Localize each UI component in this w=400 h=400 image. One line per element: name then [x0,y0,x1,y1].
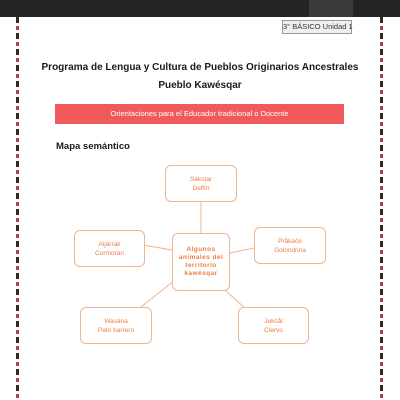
node-word: Aljárrak [98,240,121,248]
node-translation: Golondrina [274,246,306,254]
page-title: Programa de Lengua y Cultura de Pueblos Originarios Ancestrales [41,62,359,73]
node-word: Jekčål [264,317,283,325]
map-node-cormorant [74,230,145,267]
map-node-deer [238,307,309,344]
map-node-swallow [254,227,326,264]
section-banner: Orientaciones para el Educador tradicional o Docente [55,104,344,124]
map-node-dolphin [165,165,237,202]
connector-upper-right [230,248,254,253]
map-center-node: Algunos animales del territorio kawésqar [172,233,230,291]
node-translation: Cormorán [95,249,124,257]
node-word: Pråkače [278,237,302,245]
node-word: Wasána [104,317,128,325]
node-translation: Pato barrero [97,326,135,334]
node-translation: Ciervo [264,326,283,334]
page-subtitle: Pueblo Kawésqar [158,80,242,91]
connector-lower-left [141,280,175,307]
node-word: Sákstar [189,175,213,183]
map-node-duck [80,307,152,344]
section-title: Mapa semántico [56,141,130,152]
unit-badge: 3° BÁSICO Unidad 1 [282,20,352,34]
node-translation: Delfín [192,184,210,192]
connector-upper-left [143,245,172,250]
